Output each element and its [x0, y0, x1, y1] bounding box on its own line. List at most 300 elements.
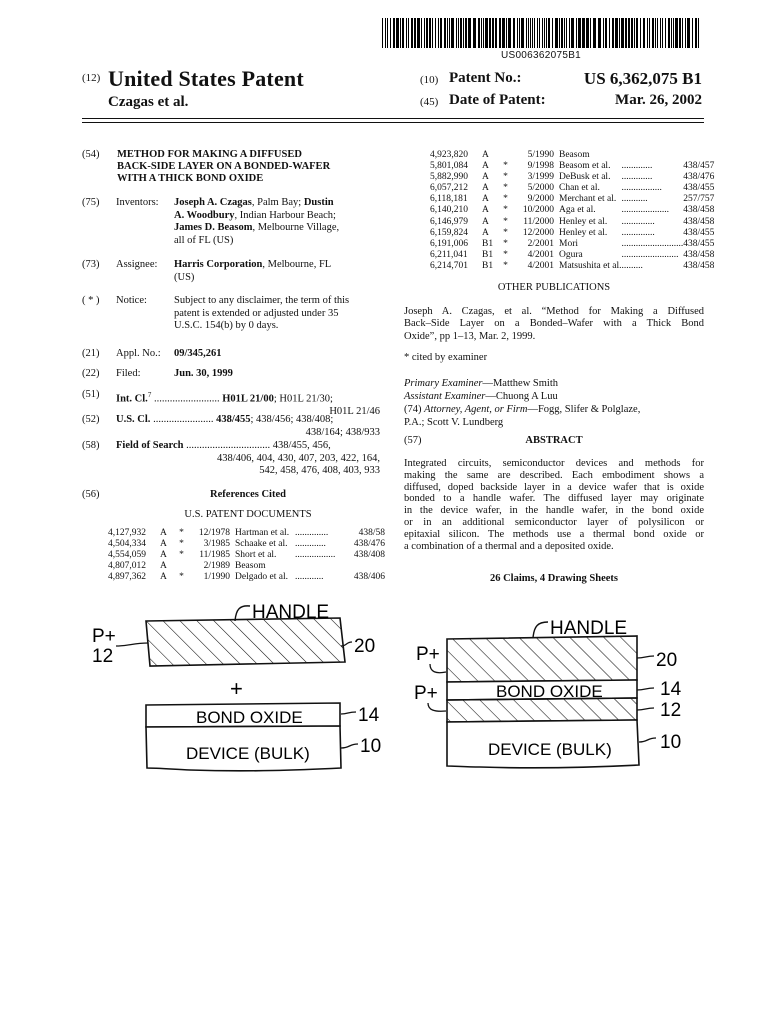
barcode-bar: [481, 18, 482, 48]
barcode-bar: [537, 18, 538, 48]
assignee-name: Harris Corporation: [174, 259, 263, 270]
left-10-leader: [341, 744, 358, 748]
barcode-bar: [673, 18, 674, 48]
us-cl-dots: .......................: [150, 414, 214, 425]
plus-sign: +: [230, 676, 243, 701]
reference-star: *: [503, 238, 508, 249]
reference-star: *: [503, 249, 508, 260]
int-cl-code: (51): [82, 389, 100, 400]
barcode-bar: [640, 18, 641, 48]
barcode-bar: [571, 18, 574, 48]
reference-number: 6,214,701: [430, 260, 468, 271]
abstract-line: diffused, doped backside layer in a device wafer that is oxide: [404, 481, 704, 493]
reference-kind: A: [482, 150, 489, 160]
reference-row: [430, 194, 714, 205]
inventor-location: , Palm Bay;: [251, 197, 304, 208]
reference-number: 4,807,012: [108, 561, 146, 572]
int-cl-main: H01L 21/00: [222, 393, 274, 405]
reference-row: [108, 561, 385, 572]
barcode-bar: [382, 18, 383, 48]
reference-date: 1/1990: [203, 572, 230, 583]
barcode-bar: [485, 18, 488, 48]
abstract-code: (57): [404, 435, 422, 446]
barcode-bar: [519, 18, 520, 48]
assignee-country: (US): [174, 271, 195, 283]
reference-class: 438/458: [683, 205, 715, 216]
right-12-leader: [637, 708, 654, 710]
reference-kind: A: [160, 550, 167, 561]
reference-star: [175, 561, 188, 572]
reference-dots: ....................: [621, 205, 670, 216]
reference-row: [108, 572, 385, 583]
reference-dots: ..............: [295, 528, 329, 538]
barcode-bar: [393, 18, 395, 48]
right-10-leader: [639, 738, 656, 742]
barcode-bar: [561, 18, 563, 48]
claims-summary: 26 Claims, 4 Drawing Sheets: [489, 573, 619, 584]
notice-code: ( * ): [82, 295, 100, 306]
abstract-text: [404, 458, 704, 552]
abstract-line: in the device wafer, in the handle wafer, in the bond oxide: [404, 505, 704, 517]
inventor-name: A. Woodbury: [174, 209, 235, 221]
barcode-bar: [603, 18, 604, 48]
reference-class: 438/408: [353, 550, 385, 561]
refs-heading: References Cited: [210, 489, 286, 500]
barcode-bar: [552, 18, 553, 48]
barcode-bar: [473, 18, 476, 48]
reference-name: Delgado et al.: [235, 572, 289, 583]
reference-class: 438/455: [683, 238, 715, 249]
barcode-bar: [402, 18, 404, 48]
barcode-bar: [698, 18, 699, 48]
right-p-plus-mid: P+: [414, 683, 438, 704]
barcode-bar: [668, 18, 670, 48]
right-handle-leader: [533, 622, 548, 638]
barcode-bar: [429, 18, 431, 48]
barcode-bar: [438, 18, 439, 48]
barcode-bar: [387, 18, 388, 48]
inventor-name: Joseph A. Czagas: [174, 197, 252, 208]
field-code: (58): [82, 440, 100, 451]
notice-label: Notice:: [116, 295, 147, 306]
attorney-code: (74): [404, 404, 422, 415]
reference-number: 4,504,334: [108, 539, 146, 550]
reference-kind: A: [482, 205, 489, 216]
attorney-value: —Fogg, Slifer & Polglaze,: [527, 404, 641, 415]
barcode-bar: [546, 18, 547, 48]
reference-class: 438/458: [683, 249, 715, 260]
reference-number: 6,118,181: [430, 194, 468, 205]
date-value: Mar. 26, 2002: [615, 92, 702, 108]
right-14-leader: [637, 688, 654, 690]
barcode-bar: [408, 18, 409, 48]
reference-kind: A: [482, 194, 489, 205]
barcode-bar: [432, 18, 433, 48]
barcode-bar: [687, 18, 690, 48]
barcode-bar: [508, 18, 511, 48]
reference-kind: A: [482, 227, 489, 238]
inventors-code: (75): [82, 197, 100, 208]
barcode-bar: [682, 18, 683, 48]
reference-date: 2/1989: [203, 561, 230, 572]
reference-class: 438/458: [683, 260, 715, 271]
reference-star: *: [503, 260, 508, 271]
refs-subheading: U.S. PATENT DOCUMENTS: [184, 509, 312, 520]
reference-row: [430, 183, 714, 194]
reference-name: Matsushita et al.: [559, 260, 622, 271]
reference-class: 438/476: [683, 172, 715, 183]
reference-kind: A: [482, 172, 489, 183]
reference-date: 4/2001: [527, 260, 554, 271]
barcode-bar: [649, 18, 650, 48]
reference-name: Schaake et al.: [235, 539, 288, 550]
reference-dots: .............: [295, 539, 326, 550]
reference-date: 3/1985: [203, 539, 230, 550]
reference-class: 438/476: [353, 539, 385, 550]
left-ref-14: 14: [358, 705, 380, 726]
us-cl-main: 438/455: [216, 414, 251, 425]
barcode-bar: [396, 18, 399, 48]
reference-date: 2/2001: [527, 238, 554, 249]
barcode-bar: [400, 18, 401, 48]
us-cl-rest: 438/164; 438/933: [305, 426, 380, 438]
reference-number: 5,882,990: [430, 172, 468, 183]
reference-class: [683, 150, 714, 161]
reference-number: 6,140,210: [430, 205, 468, 216]
reference-date: 4/2001: [527, 249, 554, 260]
barcode-bar: [414, 18, 416, 48]
right-ref-20: 20: [656, 650, 678, 671]
reference-dots: .................: [621, 183, 662, 194]
barcode-bar: [634, 18, 635, 48]
barcode-bar: [586, 18, 589, 48]
reference-date: 11/2000: [523, 216, 554, 227]
barcode-number: US006362075B1: [500, 50, 582, 61]
field-line: 438/455, 456,: [272, 440, 331, 451]
patent-number-row: [420, 70, 702, 90]
assignee-location: , Melbourne, FL: [262, 259, 332, 270]
left-references-table: [108, 528, 385, 583]
abstract-line: or in an additional semiconductor layer of polysilicon or: [404, 516, 704, 528]
reference-date: 9/2000: [527, 194, 554, 205]
reference-row: [108, 539, 385, 550]
reference-star: *: [503, 161, 508, 172]
barcode-bar: [685, 18, 686, 48]
barcode-bar: [628, 18, 630, 48]
reference-kind: B1: [482, 238, 494, 249]
barcode-bar: [652, 18, 654, 48]
inventor-location: , Indian Harbour Beach;: [234, 209, 336, 221]
reference-date: 10/2000: [522, 205, 554, 216]
barcode-bar: [424, 18, 425, 48]
right-p-plus-top: P+: [416, 644, 440, 665]
barcode-bar: [655, 18, 656, 48]
abstract-line: epitaxial silicon. The methods use a thermal bond oxide or: [404, 528, 704, 540]
barcode-bar: [593, 18, 596, 48]
reference-star: *: [503, 216, 508, 227]
int-cl-label: Int. Cl.: [116, 393, 148, 405]
reference-class: 438/455: [683, 227, 715, 238]
notice-line: Subject to any disclaimer, the term of this: [174, 295, 350, 306]
barcode-bar: [609, 18, 610, 48]
reference-kind: B1: [482, 260, 494, 271]
reference-class: 438/58: [358, 528, 385, 538]
reference-star: *: [179, 528, 184, 538]
barcode-bar: [478, 18, 480, 48]
barcode-bar: [521, 18, 524, 48]
left-handle-wafer: [146, 618, 345, 666]
reference-name: Chan et al.: [559, 183, 600, 194]
abstract-line: bonded to a handle wafer. The diffused layer may originate: [404, 493, 704, 505]
reference-row: [430, 228, 714, 239]
reference-class: 438/455: [683, 183, 715, 194]
barcode-bar: [598, 18, 601, 48]
barcode-bar: [421, 18, 422, 48]
publication-line: Joseph A. Czagas, et al. “Method for Making a Diffused: [404, 306, 704, 317]
left-14-leader: [341, 712, 356, 714]
barcode-bar: [612, 18, 614, 48]
barcode: [382, 18, 700, 48]
barcode-bar: [539, 18, 540, 48]
barcode-bar: [463, 18, 464, 48]
reference-name: Beasom: [235, 561, 266, 572]
barcode-bar: [660, 18, 661, 48]
reference-dots: ........................: [621, 249, 679, 260]
reference-number: 4,897,362: [108, 572, 146, 583]
header-rule-2: [82, 122, 704, 123]
barcode-bar: [695, 18, 697, 48]
reference-star: *: [179, 572, 184, 583]
inventor-name: Dustin: [303, 197, 334, 208]
primary-examiner-label: Primary Examiner: [404, 378, 483, 389]
barcode-bar: [483, 18, 484, 48]
inventor-short: Czagas et al.: [108, 94, 189, 110]
left-device-label: DEVICE (BULK): [186, 744, 310, 763]
barcode-bar: [440, 18, 442, 48]
abstract-line: making the same are described. Each embodiment shows a: [404, 469, 704, 481]
right-handle-label: HANDLE: [550, 618, 628, 639]
barcode-bar: [456, 18, 457, 48]
title-line: BACK-SIDE LAYER ON A BONDED-WAFER: [117, 161, 331, 172]
abstract-line: a combination of a thermal and a deposited oxide.: [404, 540, 614, 552]
reference-row: [430, 239, 714, 250]
reference-date: 5/1990: [527, 150, 554, 160]
left-ref-20: 20: [354, 636, 376, 657]
reference-number: 5,801,084: [430, 161, 468, 172]
right-bond-oxide-label: BOND OXIDE: [496, 682, 603, 701]
assignee-label: Assignee:: [116, 259, 158, 270]
barcode-bar: [605, 18, 607, 48]
reference-class: 438/457: [683, 161, 715, 172]
reference-dots: ..............: [621, 216, 655, 227]
kind-code: (12): [82, 72, 101, 84]
barcode-bar: [555, 18, 558, 48]
barcode-bar: [679, 18, 681, 48]
barcode-bar: [636, 18, 638, 48]
barcode-bar: [578, 18, 581, 48]
barcode-bar: [458, 18, 459, 48]
title-line: WITH A THICK BOND OXIDE: [117, 173, 264, 184]
barcode-bar: [417, 18, 420, 48]
reference-name: Aga et al.: [559, 205, 596, 216]
reference-row: [430, 250, 714, 261]
inventors-label: Inventors:: [116, 197, 159, 208]
reference-number: 6,191,006: [430, 238, 468, 249]
reference-dots: [295, 561, 352, 572]
barcode-bar: [447, 18, 448, 48]
reference-kind: A: [482, 161, 489, 172]
reference-row: [108, 528, 385, 539]
reference-star: [499, 150, 512, 161]
cited-note: * cited by examiner: [404, 352, 488, 363]
patent-no-label: Patent No.:: [449, 70, 522, 86]
notice-line: U.S.C. 154(b) by 0 days.: [174, 320, 279, 332]
reference-row: [430, 161, 714, 172]
other-publications-heading: OTHER PUBLICATIONS: [497, 282, 611, 293]
barcode-bar: [468, 18, 471, 48]
int-cl-sup: 7: [147, 391, 152, 399]
barcode-bar: [662, 18, 663, 48]
barcode-bar: [385, 18, 386, 48]
barcode-bar: [513, 18, 515, 48]
field-label: Field of Search: [116, 440, 184, 451]
reference-class: 438/458: [683, 216, 715, 227]
barcode-bar: [657, 18, 658, 48]
notice-line: patent is extended or adjusted under 35: [174, 307, 339, 319]
right-ref-10: 10: [660, 732, 682, 753]
barcode-bar: [449, 18, 450, 48]
barcode-bar: [566, 18, 567, 48]
header-rule-1: [82, 118, 704, 119]
reference-dots: .........: [621, 260, 643, 271]
barcode-bar: [530, 18, 531, 48]
right-ref-12: 12: [660, 700, 682, 721]
barcode-bar: [625, 18, 627, 48]
left-ref-10: 10: [360, 736, 382, 757]
drawing-area: [0, 596, 768, 796]
reference-number: 4,554,059: [108, 550, 146, 561]
reference-class: [352, 561, 385, 572]
patent-no-code: (10): [420, 74, 439, 86]
reference-dots: .................: [295, 550, 336, 561]
reference-name: Ogura: [559, 249, 583, 260]
reference-number: 4,127,932: [108, 528, 146, 538]
filed-value: Jun. 30, 1999: [174, 368, 233, 379]
barcode-bar: [502, 18, 505, 48]
assistant-examiner-label: Assistant Examiner: [404, 391, 486, 402]
us-cl-rest: ; 438/456; 438/408;: [250, 414, 334, 425]
left-p-plus-label: P+: [92, 626, 116, 647]
reference-dots: ..............: [621, 227, 655, 238]
reference-row: [430, 150, 714, 161]
date-code: (45): [420, 96, 439, 108]
barcode-bar: [517, 18, 518, 48]
barcode-bar: [492, 18, 494, 48]
reference-name: Henley et al.: [559, 216, 608, 227]
reference-date: 11/1985: [199, 550, 230, 561]
reference-kind: A: [160, 539, 167, 550]
other-publications: [404, 306, 704, 343]
field-section: [82, 440, 380, 480]
date-row: [420, 92, 702, 112]
reference-star: *: [179, 550, 184, 561]
reference-number: 6,159,824: [430, 227, 468, 238]
right-p-plus-top-leader: [430, 664, 446, 673]
reference-name: Henley et al.: [559, 227, 608, 238]
barcode-bar: [426, 18, 428, 48]
attorney-label: Attorney, Agent, or Firm: [424, 404, 528, 415]
inventor-name: James D. Beasom: [174, 222, 253, 234]
barcode-bar: [499, 18, 501, 48]
reference-dots: [622, 150, 684, 161]
appl-label: Appl. No.:: [116, 348, 161, 359]
barcode-bar: [435, 18, 436, 48]
assistant-examiner: [404, 391, 558, 404]
right-ref-14: 14: [660, 679, 682, 700]
reference-class: 257/757: [683, 194, 715, 205]
reference-kind: A: [482, 216, 489, 227]
barcode-bar: [506, 18, 507, 48]
barcode-bar: [460, 18, 462, 48]
barcode-bar: [489, 18, 491, 48]
filed-code: (22): [82, 368, 100, 379]
left-ref-12: 12: [92, 646, 114, 667]
reference-name: Beasom: [559, 150, 590, 160]
barcode-bar: [621, 18, 624, 48]
reference-kind: A: [160, 528, 167, 538]
abstract-line: Integrated circuits, semiconductor devices and methods for: [404, 458, 704, 469]
patent-no-value: US 6,362,075 B1: [583, 69, 702, 88]
reference-name: Short et al.: [235, 550, 277, 561]
reference-kind: A: [160, 561, 167, 572]
attorney: [404, 404, 704, 429]
assistant-examiner-value: —Chuong A Luu: [485, 391, 558, 402]
reference-date: 12/1978: [198, 528, 230, 538]
reference-date: 12/2000: [522, 227, 554, 238]
reference-row: [430, 172, 714, 183]
title-code: (54): [82, 149, 100, 160]
inventor-location: , Melbourne Village,: [252, 222, 340, 234]
left-handle-label: HANDLE: [252, 602, 330, 623]
reference-dots: .............: [621, 161, 653, 172]
barcode-bar: [692, 18, 693, 48]
barcode-bar: [542, 18, 543, 48]
barcode-bar: [390, 18, 391, 48]
barcode-bar: [548, 18, 550, 48]
barcode-bar: [559, 18, 560, 48]
reference-name: Hartman et al.: [235, 528, 290, 538]
reference-dots: ..........................: [621, 238, 684, 249]
reference-name: DeBusk et al.: [559, 172, 611, 183]
attorney-value: P.A.; Scott V. Lundberg: [404, 416, 504, 428]
reference-date: 5/2000: [527, 183, 554, 194]
reference-date: 3/1999: [527, 172, 554, 183]
barcode-bar: [532, 18, 533, 48]
barcode-bar: [615, 18, 618, 48]
barcode-bar: [643, 18, 645, 48]
barcode-bar: [526, 18, 527, 48]
barcode-bar: [451, 18, 454, 48]
primary-examiner-value: —Matthew Smith: [482, 378, 558, 389]
reference-number: 4,923,820: [430, 150, 468, 160]
reference-number: 6,146,979: [430, 216, 468, 227]
barcode-bar: [569, 18, 570, 48]
reference-star: *: [503, 227, 508, 238]
appl-value: 09/345,261: [174, 348, 222, 359]
publication-line: Back–Side Layer on a Bonded–Wafer with a Thick Bond: [404, 318, 704, 330]
barcode-bar: [544, 18, 545, 48]
abstract-heading: ABSTRACT: [525, 435, 583, 446]
